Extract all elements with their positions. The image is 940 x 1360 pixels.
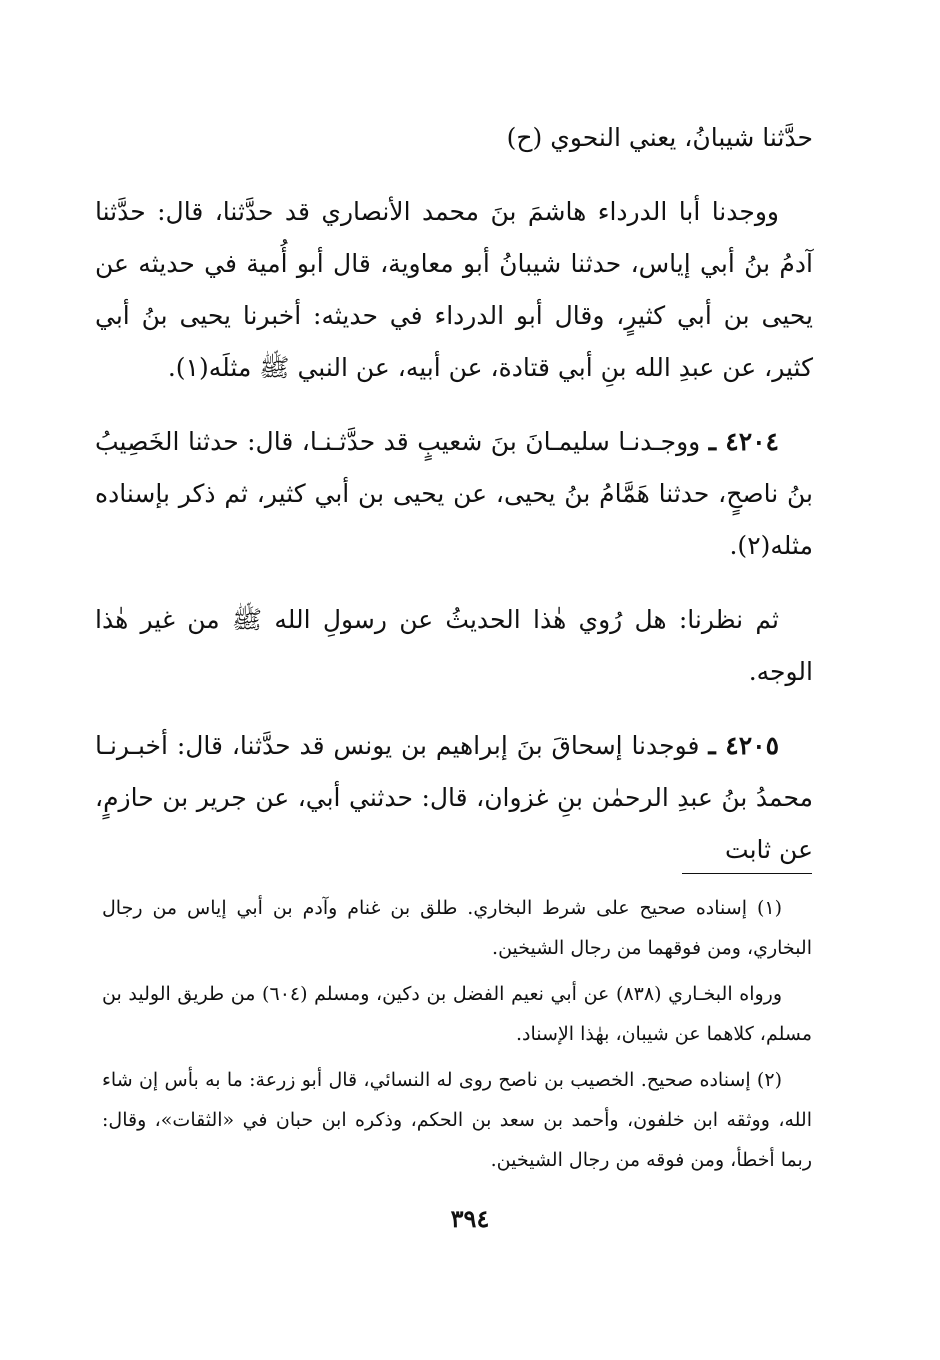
hadith-number: ٤٢٠٤ ـ — [708, 427, 779, 456]
footnote-separator — [682, 873, 812, 874]
text-paragraph — [95, 186, 813, 394]
footnote: (١) إسناده صحيح على شرط البخاري. طلق بن غنام وآدم بن أبي إياس من رجال البخاري، ومن فوقهما من رجال الشيخين. — [102, 897, 812, 959]
footnote: (٢) إسناده صحيح. الخصيب بن ناصح روى له النسائي، قال أبو زرعة: ما به بأس إن شاء الله، ووثقه ابن خلفون، وأحمد بن سعد بن الحكم، وذكره ابن حبان في «الثقات»، وقال: ربما أخطأ، ومن فوقه من رجال الشيخين. — [102, 1069, 812, 1171]
main-text — [95, 112, 813, 898]
paragraph-text: ثم نظرنا: هل رُوي هٰذا الحديثُ عن رسولِ الله ﷺ من غير هٰذا الوجه. — [95, 605, 813, 686]
text-paragraph — [95, 112, 813, 164]
text-paragraph — [95, 594, 813, 698]
paragraph-text: فوجدنا إسحاقَ بنَ إبراهيم بن يونس قد حدَّثنا، قال: أخبـرنـا محمدُ بنُ عبدِ الرحمٰن بنِ غزوان، قال: حدثني أبي، عن جرير بن حازمٍ، عن ثابت — [95, 731, 813, 864]
hadith-number: ٤٢٠٥ ـ — [708, 731, 780, 760]
footnotes — [102, 888, 812, 1186]
paragraph-text: ووجدنا أبا الدرداء هاشمَ بنَ محمد الأنصاري قد حدَّثنا، قال: حدَّثنا آدمُ بنُ أبي إياس، حدثنا شيبانُ أبو معاوية، قال أبو أُمية في حديثه عن يحيى بن أبي كثيرٍ، وقال أبو الدرداء في حديثه: أخبرنا يحيى بنُ أبي كثير، عن عبدِ الله بنِ أبي قتادة، عن أبيه، عن النبي ﷺ مثلَه(١). — [95, 197, 813, 382]
paragraph-text: حدَّثنا شيبانُ، يعني النحوي (ح) — [506, 123, 813, 152]
page-number: ٣٩٤ — [450, 1204, 490, 1233]
hadith-paragraph-4204 — [95, 416, 813, 572]
hadith-paragraph-4205 — [95, 720, 813, 876]
paragraph-text: ووجـدنـا سليمـانَ بنَ شعيبٍ قد حدَّثـنـا، قال: حدثنا الخَصِيبُ بنُ ناصحٍ، حدثنا هَمَّامُ بنُ يحيى، عن يحيى بن أبي كثير، ثم ذكر بإسناده مثله(٢). — [95, 427, 813, 560]
footnote: ورواه البخـاري (٨٣٨) عن أبي نعيم الفضل بن دكين، ومسلم (٦٠٤) من طريق الوليد بن مسلم، كلاهما عن شيبان، بهٰذا الإسناد. — [102, 983, 812, 1045]
